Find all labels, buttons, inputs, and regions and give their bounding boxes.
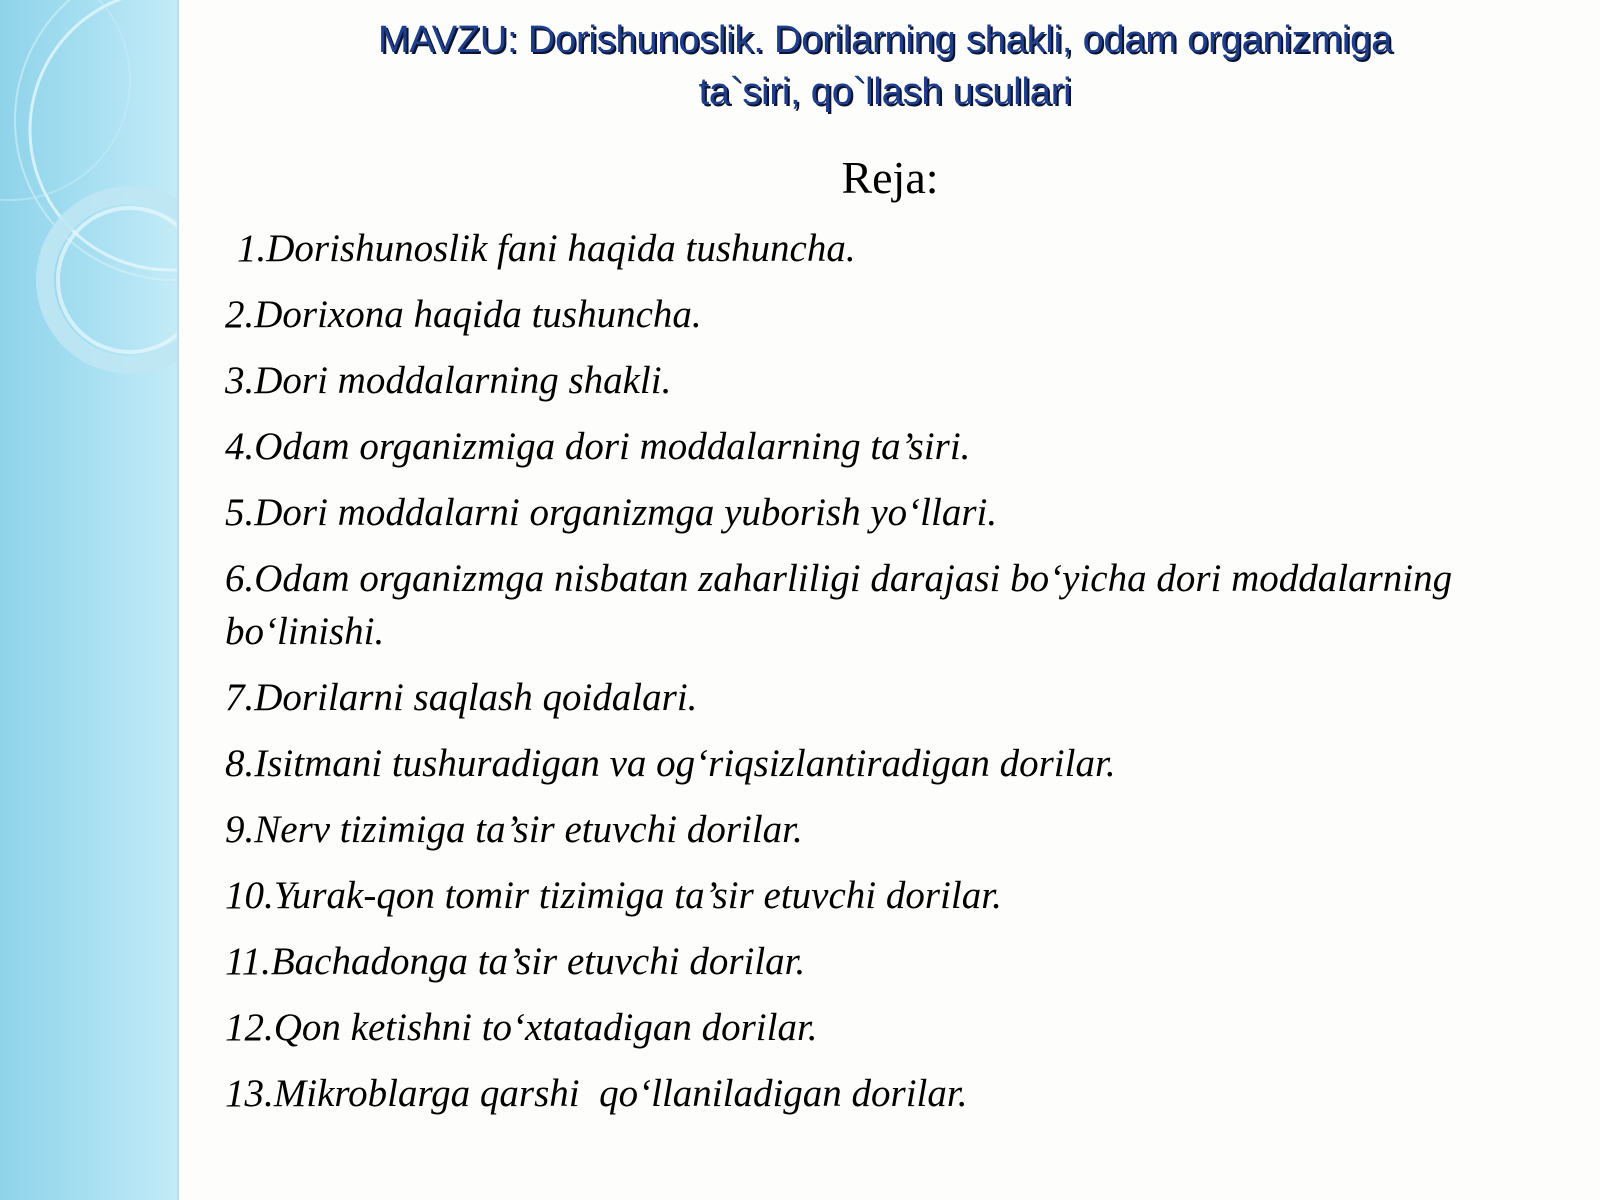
plan-item: 4.Odam organizmiga dori moddalarning ta’siri. [225, 425, 971, 468]
plan-item: 6.Odam organizmga nisbatan zaharliligi darajasi bo‘yicha dori moddalarning bo‘linishi. [225, 557, 1472, 653]
plan-heading: Reja: [841, 152, 939, 203]
plan-item: 5.Dori moddalarni organizmga yuborish yo‘llari. [225, 491, 998, 534]
plan-item: 10.Yurak-qon tomir tizimiga ta’sir etuvchi dorilar. [225, 874, 1002, 917]
plan-item: 9.Nerv tizimiga ta’sir etuvchi dorilar. [225, 808, 803, 851]
plan-item: 3.Dori moddalarning shakli. [225, 359, 672, 402]
plan-item: 2.Dorixona haqida tushuncha. [225, 293, 702, 336]
plan-item: 12.Qon ketishni to‘xtatadigan dorilar. [225, 1006, 818, 1049]
plan-list [225, 222, 1585, 1133]
plan-item: 13.Mikroblarga qarshi qo‘llaniladigan dorilar. [225, 1072, 968, 1115]
title-line-1: MAVZU: Dorishunoslik. Dorilarning shakli, odam organizmiga [377, 19, 1393, 61]
slide-title [200, 14, 1570, 118]
plan-item: 1.Dorishunoslik fani haqida tushuncha. [237, 227, 856, 270]
plan-item: 7.Dorilarni saqlash qoidalari. [225, 676, 698, 719]
plan-item: 8.Isitmani tushuradigan va og‘riqsizlantiradigan dorilar. [225, 742, 1116, 785]
plan-item: 11.Bachadonga ta’sir etuvchi dorilar. [225, 940, 806, 983]
title-line-2: ta`siri, qo`llash usullari [698, 71, 1072, 113]
decorative-rings [0, 0, 177, 1200]
decorative-side-panel [0, 0, 179, 1200]
